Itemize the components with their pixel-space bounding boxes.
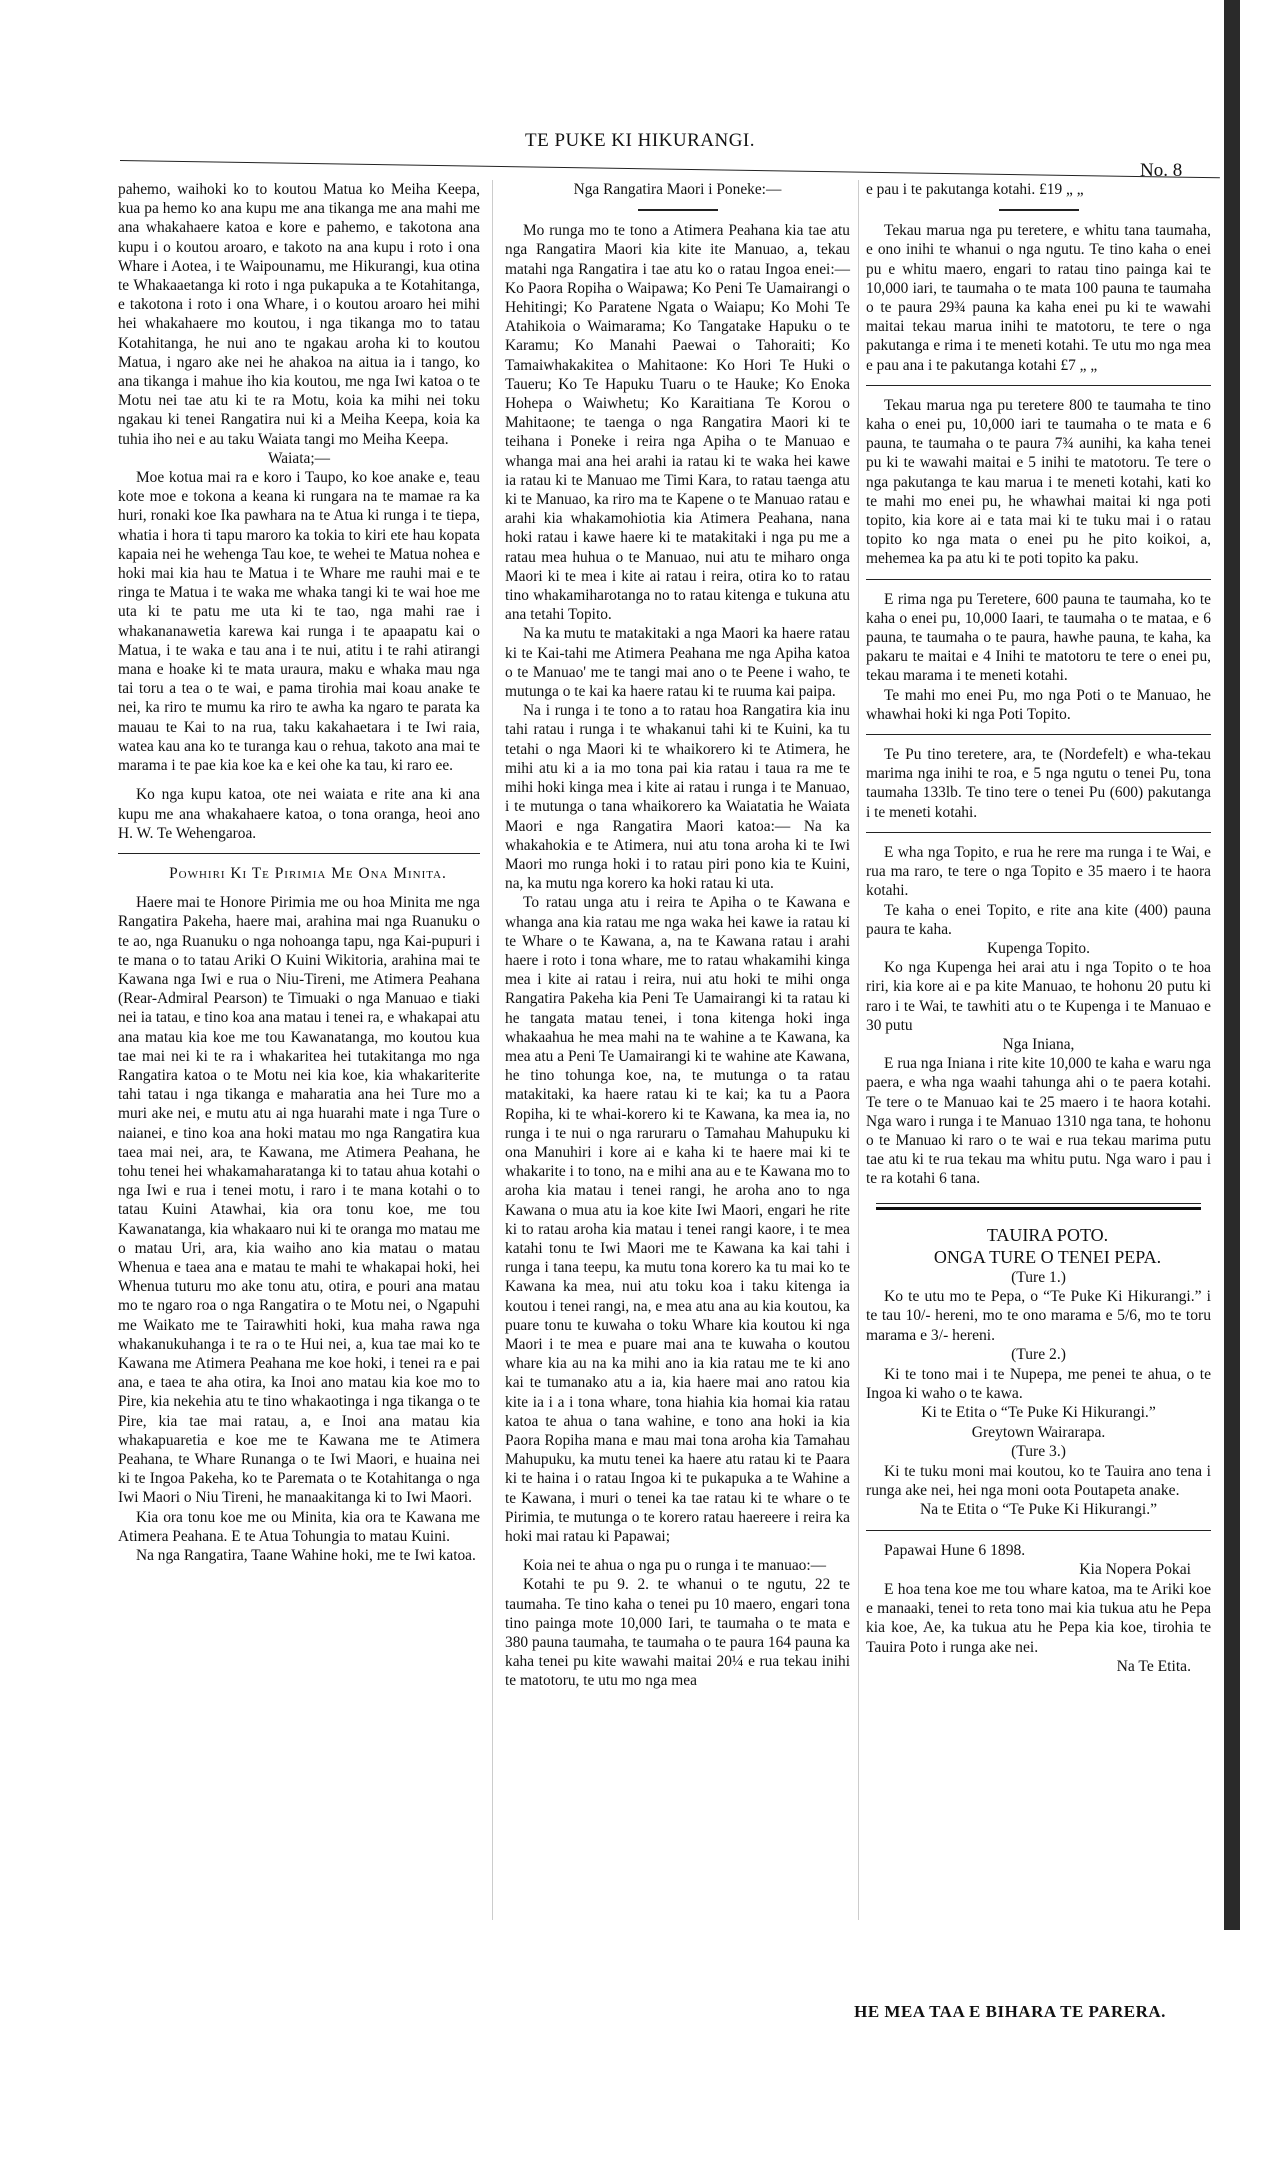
letter-recipient: Kia Nopera Pokai xyxy=(1079,1561,1191,1579)
column-divider xyxy=(492,180,493,1920)
subheading-iniana: Nga Iniana, xyxy=(1002,1035,1075,1053)
divider xyxy=(866,1530,1211,1531)
article-signature: Na nga Rangatira, Taane Wahine hoki, me te Iwi katoa. xyxy=(136,1547,476,1565)
article-paragraph: Kotahi te pu 9. 2. te whanui o te ngutu, 22 te taumaha. Te tino kaha o tenei pu 10 maero, engari tona tino painga mote 10,000 Iari, te taumaha o te mata e 380 pauna taumaha, te taumaha o te paura 164 pauna ka kaha tenei pu kite wawahi maitai 20¼ e rua tekau inihi te matotoru, te utu mo nga mea xyxy=(505,1576,850,1690)
column-1 xyxy=(118,180,480,1565)
article-paragraph: pahemo, waihoki ko to koutou Matua ko Meiha Keepa, kua pa hemo ko ana kupu me ana tikanga me ana mahi me ana whakahaere katoa e kore e pahemo, e takotona ana kupu i o koutou aroaro, e takoto na ana kupu i roto i ona Whare i Aotea, i te Waipounamu, me Hikurangi, kua otina te Whakaaetanga ki roto i nga pukapuka a te Kotahitanga, e takotona i roto i ona Whare, i o koutou aroaro hei mihi hei whakahaere mo koutou, i nga tikanga mo to tatau Kotahitanga, he nui ano te ngakau aroha ki to koutou Matua, i ngaro ake nei he ahakoa na aitua ia i tango, ko ana tikanga i mahue iho kia koutou, me nga Iwi katoa o te Motu nei tae atu ki te ra Motu, koia ka mihi nei toku ngakau ki tenei Rangatira nui ki a Meiha Keepa, koia ka tuhia iho nei e au taku Waiata tangi mo Meiha Keepa. xyxy=(118,181,480,448)
issue-number: No. 8 xyxy=(1140,160,1183,181)
rule-address: Greytown Wairarapa. xyxy=(971,1423,1106,1441)
article-paragraph: e pau i te pakutanga kotahi. £19 „ „ xyxy=(866,181,1084,198)
rule-number: (Ture 3.) xyxy=(1011,1443,1066,1461)
article-paragraph: Na ka mutu te matakitaki a nga Maori ka haere ratau ki te Kai-tahi me Atimera Peahana me nga Apiha katoa o te Manuao' me te tangi mai ano o te Peene i waho, te mutunga o te kai ka haere ratau ki te ruuma kai paipa. xyxy=(505,625,850,701)
divider xyxy=(999,209,1079,211)
article-paragraph: Koia nei te ahua o nga pu o runga i te manuao:— xyxy=(523,1557,827,1575)
divider xyxy=(866,832,1211,833)
scan-edge-bar xyxy=(1224,0,1240,1930)
article-paragraph: To ratau unga atu i reira te Apiha o te Kawana e whanga ana kia ratau me nga waka hei kawe ia ratau ki te Whare o te Kawana, a, na te Kawana ratau i arahi haere i roto i tona whare, me to ratau whakamihi kinga mea i kite ai ratau i reira, nui atu hoki te mihi onga Rangatira Pakeha kia Peni Te Uamairangi ki ta ratau ki he tangata matau tenei, i tona kitenga hoki inga whakaahua he mea mahi na te wahine a te Kawana, ka mea atu a Peni Te Uamairangi ki te wahine ate Kawana, he tino tohunga koe, na, te mutunga o ta ratau matakitaki, ka haere ratau ki te kai; ka tu a Paora Ropiha, ki te whai-korero ki te Kawana, ka mea ia, no runga i te nui o nga raruraru o Tamahau Mahupuku ki ona Manuhiri i kore ai e kaha ki te haere mai ki te whakarite i to tono, na e mihi ana au e te Kawana mo to aroha kia matau i tenei rangi, he aroha ano to nga Kawana o mua atu ia koe kite Iwi Maori, engari he rite ki to ratau aroha kia matau i tenei rangi kaore, i te mea katahi tonu te Iwi Maori me te Kawana ka kai tahi i runga i tana teepu, ka mutu tona korero ka tu mai ko te Kawana ka mea, nui atu toku koa i taku kitenga ia koutou i tenei rangi, na, e mea atu ana au kia koutou, ka puare tonu te kuwaha o toku Whare kia koutou ki nga Maori i te mea e puare mai ana te kuwaha o koutou whare kia au na ka mihi ano ia kia ratau me te ki ano kai te tumanako atu a ia, kia haere mai ano ratou kia kite ia i a i tona whare, tona hiahia kia homai kia ratau katoa te ahua o tana wahine, e tono ana hoki ia kia Paora Ropiha mana e mau mai tona aroha kia Tamahau Mahupuku, ka mutu tenei ka haere atu ratau ki te Paara ki te haina i o ratau Ingoa ki te pukapuka a te Wahine a te Kawana, i muri o tenei ka tae ratau ki te whare o te Pirimia, te mutunga o te korero ratau haereere i reira ka hoki mai ratau ki Papawai; xyxy=(505,894,850,1546)
article-paragraph: Ko nga kupu katoa, ote nei waiata e rite ana ki ana kupu me ana whakahaere katoa, o tona oranga, heoi ano H. W. Te Wehengaroa. xyxy=(118,786,480,842)
divider xyxy=(638,209,718,211)
column-2 xyxy=(505,180,850,1691)
rule-address: Ki te Etita o “Te Puke Ki Hikurangi.” xyxy=(921,1404,1156,1422)
rule-text: Ki te tuku moni mai koutou, ko te Tauira ano tena i runga ake nei, hei nga moni oota Poutapeta anake. xyxy=(866,1462,1211,1500)
article-paragraph: Te Pu tino teretere, ara, te (Nordefelt) e wha-tekau marima nga inihi te roa, e 5 nga ngutu o tenei Pu, tona taumaha 133lb. Te tino tere o tenei Pu (600) pakutanga i te meneti kotahi. xyxy=(866,746,1211,821)
waiata-text: Moe kotua mai ra e koro i Taupo, ko koe anake e, teau kote moe e tokona a keana ki rungara na te mamae ra ka huri, ronaki koe Ika pawhara na te Atua ki runga i te tiepa, whatia i hora ti tapu maroro ka tokia to kiri ete hau kopata kapaia nei he wehenga Tau koe, te wehei te Matua nohea e hoki mai kia hau te Matua i te Whare me rauhi mai e te ringa te Matua i te waka me whaka tangi ki te wai hoe me uta ki te patu me uta ki te tao, nga mahi rae i whakananawetia karewa kai runga i te apaapatu kai o Matua, i te waka e tau ana i te nui, atitu i te rahi atirangi mana e hoake ki te mata uraura, maku e whaka mau nga tai toru a tea o te wai, e pama tirohia mai koau anake te nei, ka riro te mumu ka riro te awha ka ngaro te parata ka mauau te Kai to na rua, taku kakahaetara i te Iwi raia, watea kau ana ko te turanga kau o rehua, takoto ana mai te marama i te pae kia koe ka e kei ohe ka tau, ki raro ee. xyxy=(118,469,480,775)
masthead-title: TE PUKE KI HIKURANGI. xyxy=(524,130,756,151)
article-paragraph: Te mahi mo enei Pu, mo nga Poti o te Manuao, he whawhai hoki ki nga Poti Topito. xyxy=(866,686,1211,723)
header-rule xyxy=(120,160,1220,178)
subheading-kupenga: Kupenga Topito. xyxy=(987,939,1090,957)
column-3 xyxy=(866,180,1211,1677)
article-paragraph: Tekau marua nga pu teretere 800 te taumaha te tino kaha o enei pu, 10,000 iari te taumaha o te mata e 6 pauna, te taumaha o te paura 7¾ aunihi, ka kaha tenei pu ki te wawahi maitai e 5 inihi te matotoru. Te tere o nga pakutanga te kau marua i te meneti kotahi, kati ko te mahi mo enei pu, he whawhai maitai ki nga poti topito, kia kore ai e tata mai ki te tuku mai i o ratau topito ko nga mata o enei pu he pito koikoi, a, mehemea ka pa atu ki te poti topito ka paku. xyxy=(866,396,1211,568)
section-heading: Powhiri Ki Te Pirimia Me Ona Minita. xyxy=(169,864,447,882)
rule-text: Ko te utu mo te Pepa, o “Te Puke Ki Hikurangi.” i te tau 10/- hereni, mo te ono marama e 5/6, mo te toru marama e 3/- hereni. xyxy=(866,1287,1211,1344)
article-paragraph: E rima nga pu Teretere, 600 pauna te taumaha, ko te kaha o enei pu, 10,000 Iaari, te taumaha o te mataa, e 6 pauna, te taumaha o te paura, hawhe pauna, te kaha, ka pakaru te maitai e 4 Inihi te matotoru te tere o enei pu, tekau marama i te meneti kotahi. xyxy=(866,590,1211,685)
article-paragraph: Tekau marua nga pu teretere, e whitu tana taumaha, e ono inihi te whanui o nga ngutu. Te tino kaha o enei pu e whitu maero, engari to ratau tino painga kai te 10,000 iari, te taumaha o te mata 100 pauna te taumaha o te paura 29¾ pauna ka kaha enei pu ki te wawahi maitai tekau marua inihi te matotoru, te tere o nga pakutanga e rima i te meneti kotahi. Te utu mo nga mea e pau ana i te pakutanga kotahi £7 „ „ xyxy=(866,222,1211,374)
section-heading: Nga Rangatira Maori i Poneke:— xyxy=(573,181,782,198)
article-paragraph: E wha nga Topito, e rua he rere ma runga i te Wai, e rua ma raro, te tere o nga Topito e 35 maero i te haora kotahi. xyxy=(866,843,1211,900)
subscription-rules xyxy=(866,1224,1211,1677)
article-paragraph: Te kaha o enei Topito, e rite ana kite (400) pauna paura te kaha. xyxy=(866,901,1211,938)
rule-number: (Ture 2.) xyxy=(1011,1346,1066,1364)
column-divider xyxy=(858,180,859,1920)
rule-text: Ki te tono mai i te Nupepa, me penei te ahua, o te Ingoa ki waho o te kawa. xyxy=(866,1365,1211,1402)
article-paragraph: Haere mai te Honore Pirimia me ou hoa Minita me nga Rangatira Pakeha, haere mai, arahina mai nga Ruanuku o te ao, nga Ruanuku o nga nohoanga tapu, nga Kai-pupuri i te mana o to tatau Ariki O Kuini Wikitoria, arahina mai te Kawana nga Iwi e rua o Niu-Tireni, me Atimera Peahana (Rear-Admiral Pearson) te Timuaki o nga Manuao e tiaki nei ia tatau, e tino koa ana matau i tenei ra, e whakapai atu ana matau kia koe me tou Kawanatanga, mo koutou kua tae mai nei ki te ra i whakaritea hei tutakitanga mo nga Rangatira katoa o te Motu nei kia koe, kia whakariterite tahi tatau i nga tikanga e maharatia ana hei Ture mo a muri ake nei, e mutu atu ai nga huarahi mate i nga Ture o naianei, e tino koa ana hoki matau mo nga Rangatira kua taea mai nei, ara, te Kawana, me Atimera Peahana, he tohu tenei hei whakamaharatanga ki to tatau ahua kotahi o nga Iwi e rua i tenei motu, i raro i te mana kotahi o to tatau Kuini Atawhai, kia ora tonu koe, me tou Kawanatanga, kia whakaaro nui ki te oranga mo matau me o matau Uri, ara, kia waiho ano kia matau o matau Whenua e taea ana e matau te mahi te whakapai hoki, hei Whenua tuturu mo ake tonu atu, otira, e pouri ana matau mo te ngaro roa o nga Rangatira o te Motu nei, o Ngapuhi me Waikato me te Tairawhiti hoki, kua maha rawa nga whakanukuhanga i te ra o te Hui nei, a, kua tae mai ko te Kawana me Atimera Peahana me koe hoki, i tenei ra e pai ana, e taea te aha otira, ka Inoi ano matau kia koe mo to Pire, kia nekehia atu te tino whakaotinga i nga tikanga o te Pire, kia tae mai ratau, a, e Inoi ana matau kia whakapuaretia e koe me te Kawana me te Atimera Peahana, te Whare Runanga o te Iwi Maori, e huaina nei ki te Ingoa Pakeha, ko te Paremata o te Kotahitanga o nga Iwi Maori o Niu Tireni, he manaakitanga ki to Iwi Maori. xyxy=(118,894,480,1507)
article-paragraph: Kia ora tonu koe me ou Minita, kia ora te Kawana me Atimera Peahana. E te Atua Tohungia to matau Kuini. xyxy=(118,1508,480,1545)
article-paragraph: Na i runga i te tono a to ratau hoa Rangatira kia inu tahi ratau i runga i te whakanui tahi ki te Kuini, ka tu tetahi o nga Maori ki te whaikorero ki te Atimera, he mihi atu ki a ia mo tona pai kia ratau i taua ra me te mihi hoki kinga mea i kite ai ratau i runga i te Manuao, i te mutunga o tana whaikorero ka Waiatatia he Waiata Maori e nga Rangatira Maori katoa:— Na ka whakahokia e te Atimera, nui atu tona aroha ki te Iwi Maori mo runga hoki i to ratau piri pono kia te Kuini, na, ka mutu nga korero ka hoki ratau ki uta. xyxy=(505,702,850,893)
rules-title: TAUIRA POTO. xyxy=(986,1224,1109,1245)
letter-dateline: Papawai Hune 6 1898. xyxy=(884,1541,1026,1559)
rule-number: (Ture 1.) xyxy=(1011,1268,1066,1286)
double-rule xyxy=(876,1203,1201,1210)
letter-body: E hoa tena koe me tou whare katoa, ma te Ariki koe e manaaki, tenei to reta tono mai kia tukua atu he Pepa kia koe, Ae, ka tukua atu he Pepa kia koe, tirohia te Tauira Poto i runga ake nei. xyxy=(866,1580,1211,1656)
divider xyxy=(118,853,480,854)
divider xyxy=(866,579,1211,580)
article-paragraph: E rua nga Iniana i rite kite 10,000 te kaha e waru nga paera, e wha nga waahi tahunga ahi o te paera kotahi. Te tere o te Manuao kai te 25 maero i te haora kotahi. Nga waro i runga i te Manuao 1310 nga tana, te hohonu o te Manuao ki raro o te wai e rua tekau marima putu tae atu ki te rua tekau ma whitu putu. Nga waro i pau i te ra kotahi 6 tana. xyxy=(866,1055,1211,1188)
article-paragraph: Ko nga Kupenga hei arai atu i nga Topito o te hoa riri, kia kore ai e pa kite Manuao, te hohonu 20 putu ki raro i te Wai, te tawhiti atu o te Kupenga i te Manuao e 30 putu xyxy=(866,959,1211,1034)
divider xyxy=(866,385,1211,386)
printer-imprint: HE MEA TAA E BIHARA TE PARERA. xyxy=(854,2002,1166,2021)
rule-signature: Na te Etita o “Te Puke Ki Hikurangi.” xyxy=(919,1501,1158,1519)
letter-signature: Na Te Etita. xyxy=(1116,1658,1191,1676)
article-paragraph: Mo runga mo te tono a Atimera Peahana kia tae atu nga Rangatira Maori kia kite ite Manuao, a, tekau matahi nga Rangatira i tae atu ko o ratau Ingoa enei:— Ko Paora Ropiha o Waipawa; Ko Peni Te Uamairangi o Hehitingi; Ko Paratene Ngata o Waiapu; Ko Mohi Te Atahikoia o Waimarama; Ko Tangatake Hapuku o te Karamu; Ko Manahi Paewai o Tahoraiti; Ko Tamaiwhakakitea o Mahitaone: Ko Hori Te Huki o Tauеru; Ko Te Hapuku Tuaru o te Hauke; Ko Enoka Hohepa o Waiwhetu; Ko Karaitiana Te Korou o Mahitaone; te taenga o nga Rangatira Maori ki te teihana i Poneke i reira nga Apiha o te Manuao e whanga mai ana hei arahi ia ratau ki te waka hei kawe ia ratau ki te Manuao me Timi Kara, to ratau taenga atu ki te Manuao, ka riro ma te Kapene o te Manuao ratau e arahi kia whakamohiotia kia Atimera Peahana, nana hoki ratau i kawe haere ki te matakitaki i nga pu me a ratau mea huhua o te Manuao, nui atu te miharo onga Maori ki te mea i kite ai ratau i reira, otira ko to ratau tino whakamiharotanga no to ratau kitenga e tukuna atu ana tetahi Topito. xyxy=(505,222,850,624)
waiata-label: Waiata;— xyxy=(267,449,330,467)
rules-subtitle: ONGA TURE O TENEI PEPA. xyxy=(933,1246,1162,1267)
divider xyxy=(866,734,1211,735)
